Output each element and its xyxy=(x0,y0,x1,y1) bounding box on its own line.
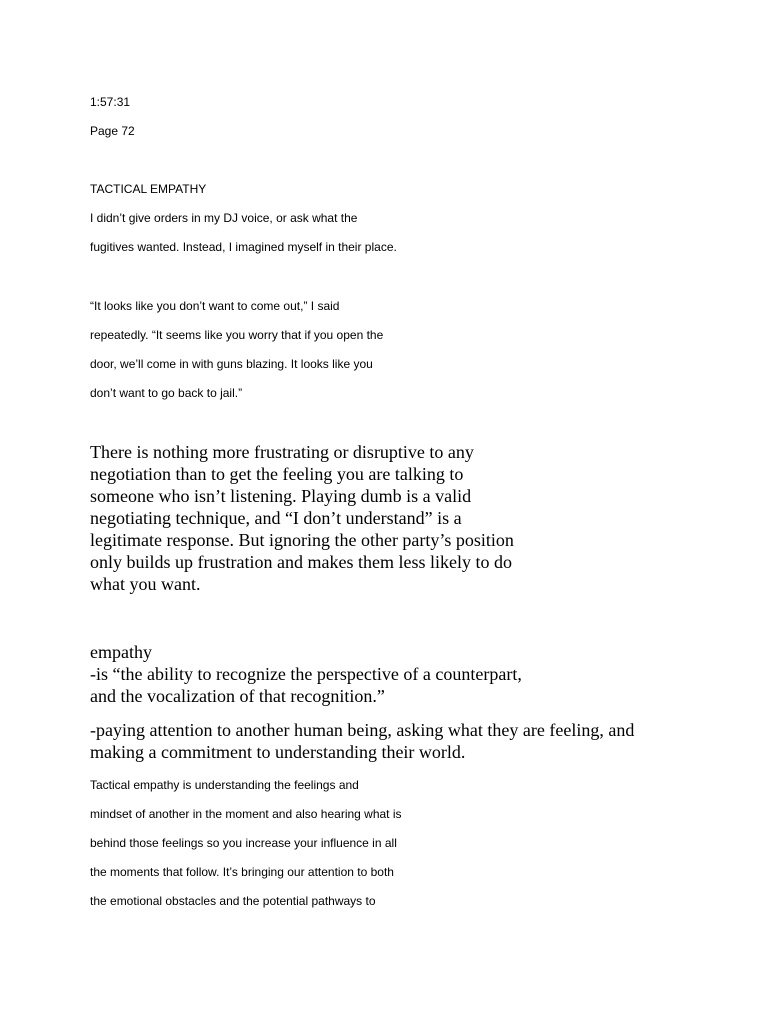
paragraph-line: what you want. xyxy=(90,574,201,594)
definition-line: -is “the ability to recognize the perspective of a counterpart, xyxy=(90,664,522,684)
paragraph-line: There is nothing more frustrating or disruptive to any xyxy=(90,442,474,462)
tactical-line: the emotional obstacles and the potential pathways to xyxy=(90,894,376,908)
attention-line: -paying attention to another human being, asking what they are feeling, and xyxy=(90,720,635,740)
timestamp: 1:57:31 xyxy=(90,95,131,109)
paragraph-line: only builds up frustration and makes them less likely to do xyxy=(90,552,512,572)
intro-line: fugitives wanted. Instead, I imagined myself in their place. xyxy=(90,240,397,254)
paragraph-line: legitimate response. But ignoring the other party’s position xyxy=(90,530,514,550)
tactical-line: Tactical empathy is understanding the feelings and xyxy=(90,778,359,792)
section-title: TACTICAL EMPATHY xyxy=(90,182,207,196)
quote-line: don’t want to go back to jail.” xyxy=(90,386,243,400)
attention-line: making a commitment to understanding their world. xyxy=(90,742,466,762)
intro-line: I didn’t give orders in my DJ voice, or ask what the xyxy=(90,211,358,225)
tactical-line: mindset of another in the moment and also hearing what is xyxy=(90,807,402,821)
paragraph-line: negotiation than to get the feeling you are talking to xyxy=(90,464,464,484)
definition-block xyxy=(90,641,522,707)
paragraph-line: negotiating technique, and “I don’t understand” is a xyxy=(90,508,462,528)
paragraph-line: someone who isn’t listening. Playing dumb is a valid xyxy=(90,486,472,506)
attention-block xyxy=(90,719,634,763)
definition-term: empathy xyxy=(90,642,152,662)
tactical-line: behind those feelings so you increase your influence in all xyxy=(90,836,397,850)
quote-line: door, we’ll come in with guns blazing. It looks like you xyxy=(90,357,373,371)
quote-line: “It looks like you don’t want to come out,” I said xyxy=(90,299,340,313)
tactical-line: the moments that follow. It’s bringing our attention to both xyxy=(90,865,394,879)
definition-line: and the vocalization of that recognition.” xyxy=(90,686,385,706)
quote-line: repeatedly. “It seems like you worry that if you open the xyxy=(90,328,384,342)
page-number: Page 72 xyxy=(90,124,135,138)
main-paragraph xyxy=(90,441,514,595)
